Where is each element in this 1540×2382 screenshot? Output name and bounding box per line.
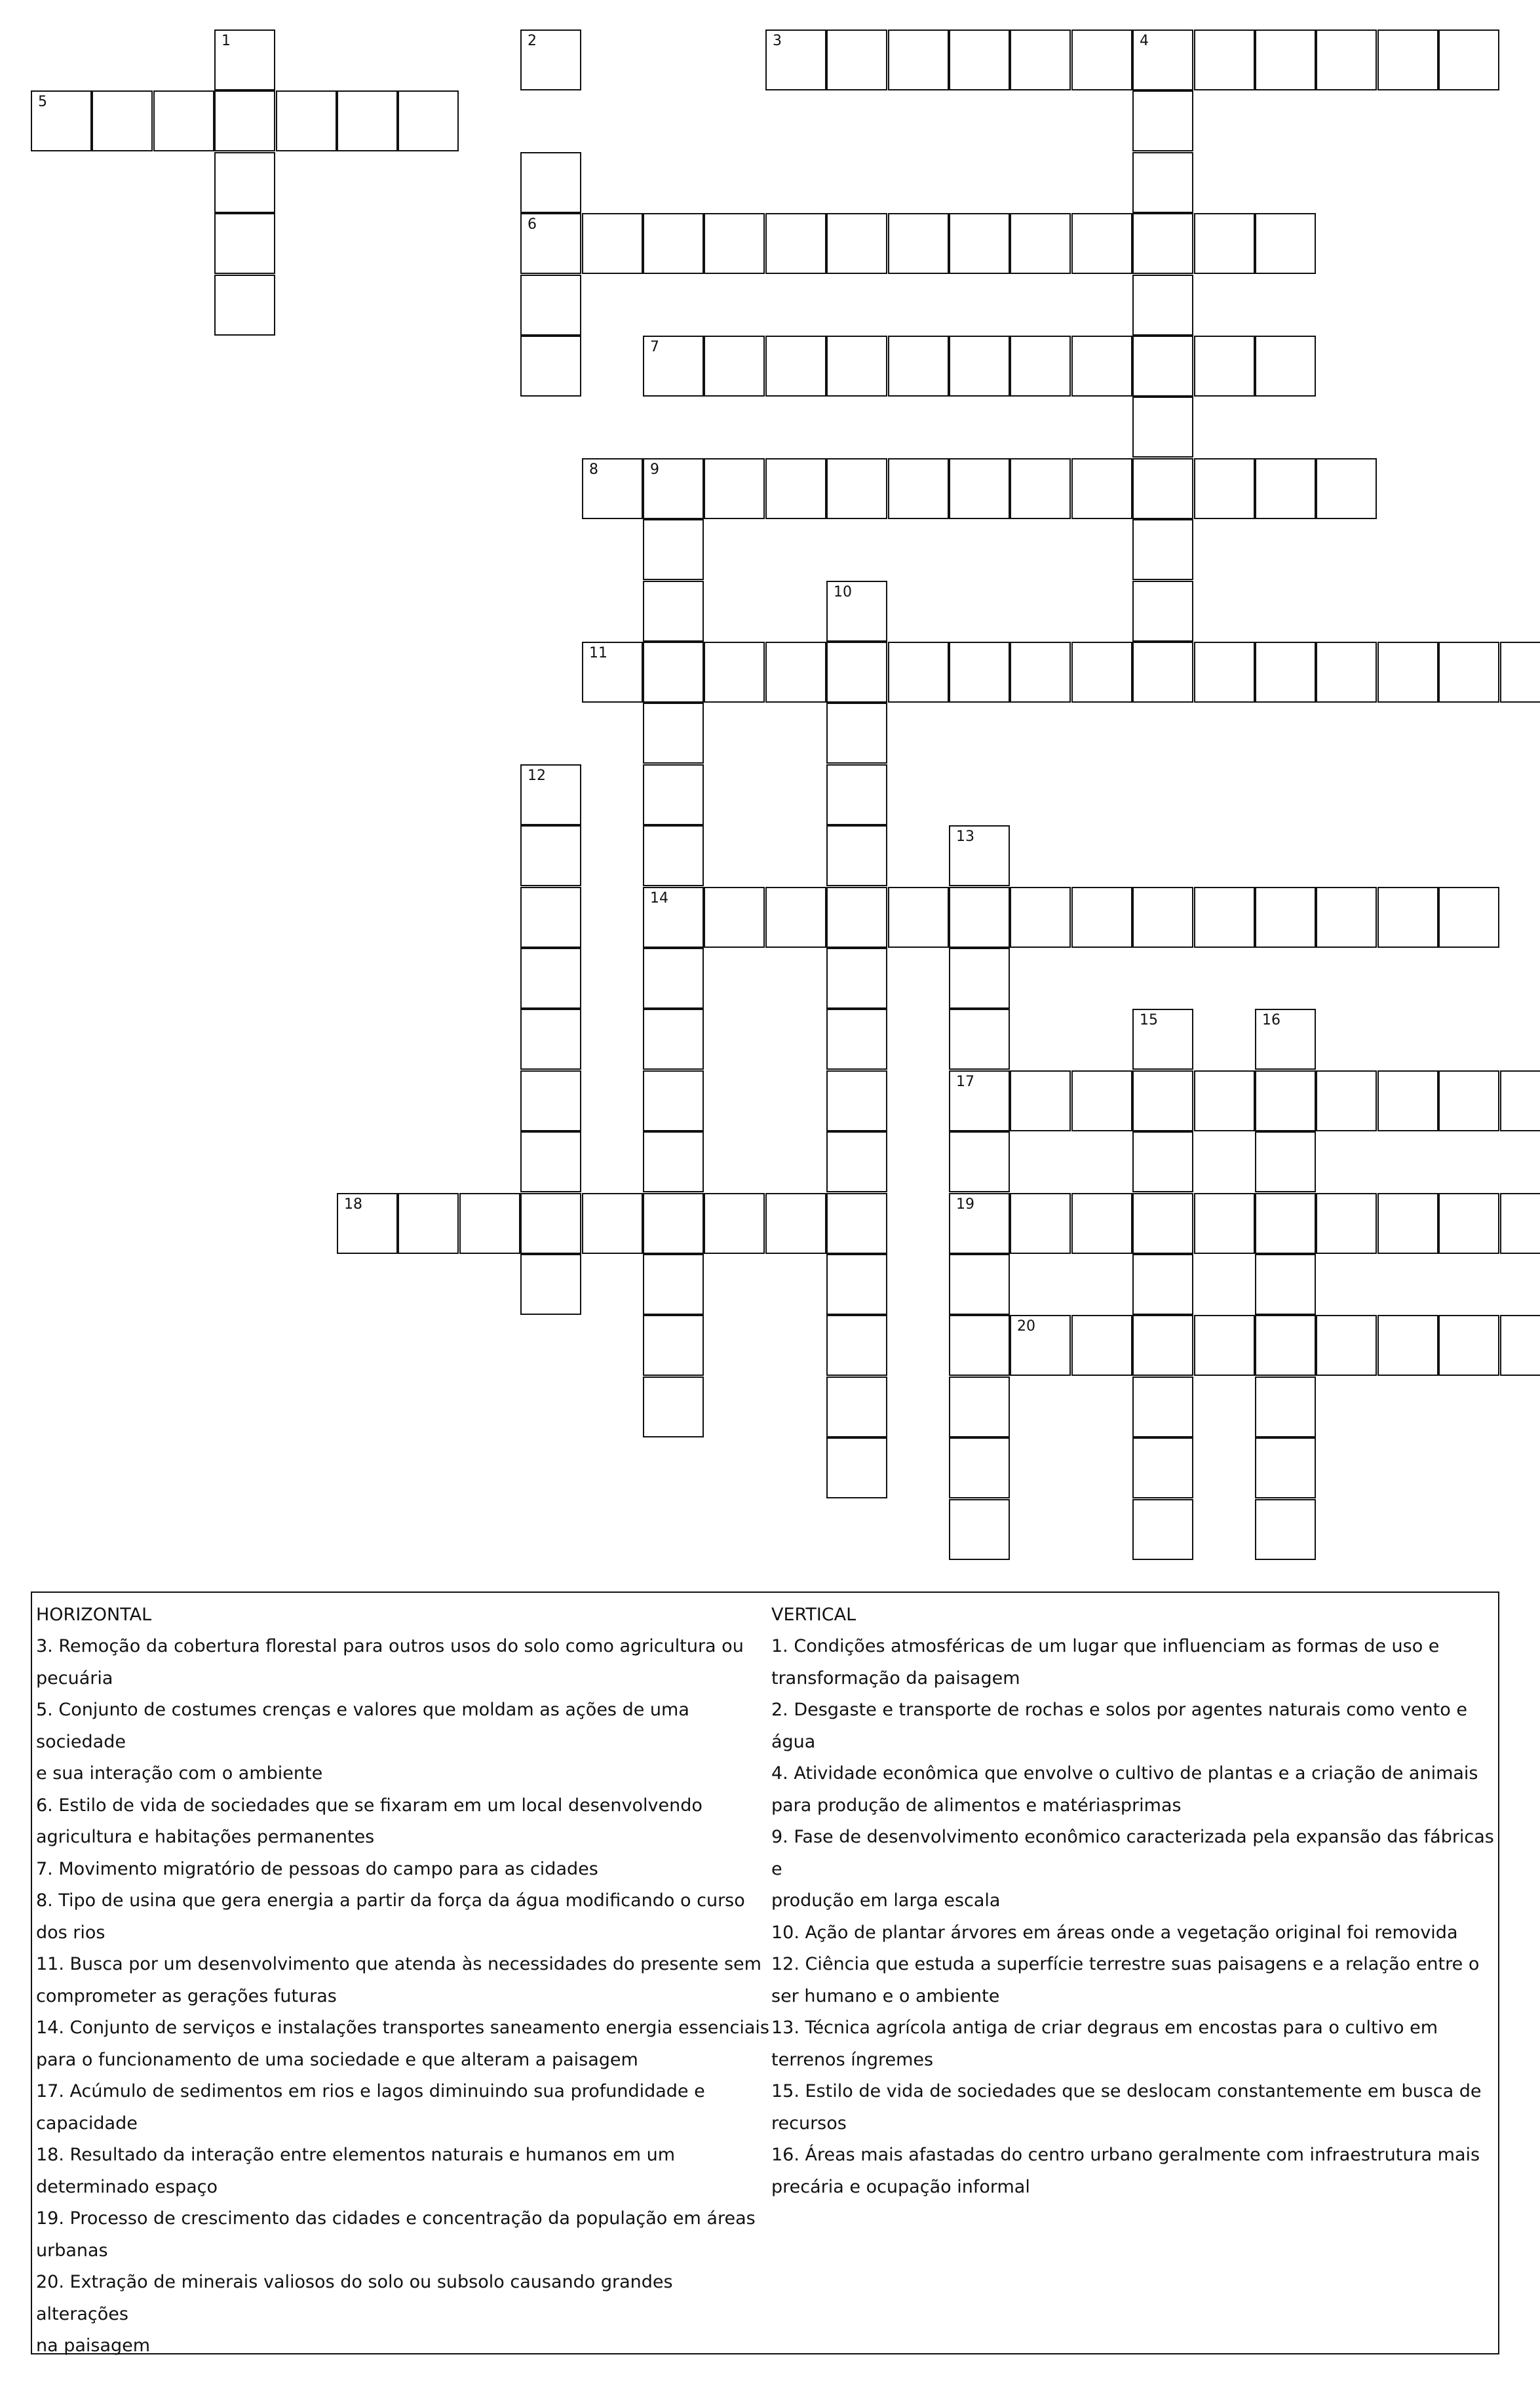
clue-number: 18 [344, 1196, 362, 1213]
crossword-cell[interactable] [1132, 213, 1193, 274]
crossword-cell[interactable] [582, 1193, 643, 1254]
crossword-cell[interactable] [1132, 887, 1193, 948]
crossword-cell[interactable] [520, 336, 581, 397]
crossword-cell[interactable] [765, 336, 826, 397]
crossword-cell[interactable] [1255, 1254, 1316, 1315]
clue-line: para produção de alimentos e matériasprimas [771, 1795, 1182, 1816]
crossword-cell[interactable] [520, 825, 581, 886]
crossword-cell[interactable] [398, 1193, 459, 1254]
crossword-cell[interactable] [1010, 29, 1071, 90]
crossword-cell[interactable] [31, 90, 92, 151]
crossword-cell[interactable] [1132, 458, 1193, 519]
crossword-cell[interactable] [826, 1070, 887, 1131]
crossword-cell[interactable] [949, 1376, 1010, 1437]
crossword-cell[interactable] [949, 213, 1010, 274]
clue-line: transformação da paisagem [771, 1668, 1020, 1689]
clue-number: 17 [956, 1074, 974, 1090]
crossword-cell[interactable] [1500, 1070, 1540, 1131]
crossword-cell[interactable] [1377, 1070, 1438, 1131]
crossword-cell[interactable] [826, 29, 887, 90]
crossword-cell[interactable] [1255, 1376, 1316, 1437]
crossword-cell[interactable] [1010, 642, 1071, 703]
crossword-cell[interactable] [826, 213, 887, 274]
crossword-cell[interactable] [520, 275, 581, 336]
clue-line: determinado espaço [36, 2176, 218, 2197]
crossword-cell[interactable] [888, 642, 949, 703]
crossword-cell[interactable] [643, 887, 704, 948]
crossword-cell[interactable] [459, 1193, 520, 1254]
crossword-cell[interactable] [1255, 29, 1316, 90]
crossword-cell[interactable] [643, 1009, 704, 1070]
clue-line: 6. Estilo de vida de sociedades que se fixaram em um local desenvolvendo [36, 1795, 703, 1816]
crossword-cell[interactable] [1194, 642, 1255, 703]
crossword-cell[interactable] [765, 213, 826, 274]
crossword-cell[interactable] [949, 948, 1010, 1009]
crossword-cell[interactable] [1071, 887, 1132, 948]
crossword-cell[interactable] [826, 1193, 887, 1254]
crossword-cell[interactable] [949, 1009, 1010, 1070]
crossword-cell[interactable] [520, 1009, 581, 1070]
clue-line: 4. Atividade econômica que envolve o cultivo de plantas e a criação de animais [771, 1763, 1478, 1784]
crossword-cell[interactable] [1255, 1131, 1316, 1192]
crossword-cell[interactable] [826, 703, 887, 764]
crossword-cell[interactable] [1132, 336, 1193, 397]
crossword-cell[interactable] [1377, 1315, 1438, 1376]
clue-line: 5. Conjunto de costumes crenças e valores que moldam as ações de uma sociedade [36, 1700, 689, 1752]
crossword-cell[interactable] [1255, 1437, 1316, 1498]
crossword-cell[interactable] [765, 642, 826, 703]
crossword-cell[interactable] [1438, 1070, 1499, 1131]
crossword-cell[interactable] [704, 642, 765, 703]
clue-line: 2. Desgaste e transporte de rochas e solos por agentes naturais como vento e [771, 1700, 1467, 1720]
clue-number: 10 [834, 584, 852, 600]
crossword-cell[interactable] [1132, 29, 1193, 90]
clue-line: recursos [771, 2113, 847, 2134]
clue-number: 12 [528, 768, 546, 784]
crossword-cell[interactable] [214, 152, 275, 213]
crossword-cell[interactable] [1194, 29, 1255, 90]
clue-number: 15 [1140, 1012, 1158, 1028]
crossword-cell[interactable] [949, 887, 1010, 948]
crossword-cell[interactable] [643, 1315, 704, 1376]
crossword-cell[interactable] [1316, 29, 1377, 90]
clue-line: ser humano e o ambiente [771, 1985, 1000, 2006]
crossword-cell[interactable] [1010, 1070, 1071, 1131]
crossword-cell[interactable] [520, 1131, 581, 1192]
crossword-cell[interactable] [826, 887, 887, 948]
crossword-cell[interactable] [643, 213, 704, 274]
crossword-cell[interactable] [826, 1376, 887, 1437]
crossword-cell[interactable] [1438, 29, 1499, 90]
clue-line: 20. Extração de minerais valiosos do solo ou subsolo causando grandes alterações [36, 2272, 673, 2324]
crossword-cell[interactable] [1071, 29, 1132, 90]
crossword-cell[interactable] [949, 1070, 1010, 1131]
crossword-cell[interactable] [1438, 1193, 1499, 1254]
crossword-cell[interactable] [1194, 887, 1255, 948]
crossword-cell[interactable] [1255, 642, 1316, 703]
clue-line: pecuária [36, 1668, 113, 1689]
clues-box [31, 1591, 1499, 2354]
clue-number: 16 [1262, 1012, 1280, 1028]
crossword-cell[interactable] [520, 152, 581, 213]
crossword-cell[interactable] [520, 1254, 581, 1315]
crossword-cell[interactable] [1071, 1070, 1132, 1131]
crossword-cell[interactable] [337, 1193, 398, 1254]
crossword-cell[interactable] [520, 213, 581, 274]
crossword-cell[interactable] [214, 90, 275, 151]
clue-line: água [771, 1731, 816, 1752]
crossword-cell[interactable] [214, 29, 275, 90]
crossword-cell[interactable] [1132, 581, 1193, 642]
clue-line: para o funcionamento de uma sociedade e que alteram a paisagem [36, 2049, 638, 2070]
clue-line: produção em larga escala [771, 1890, 1001, 1911]
crossword-cell[interactable] [1010, 1193, 1071, 1254]
clue-number: 13 [956, 829, 974, 845]
crossword-cell[interactable] [1255, 1009, 1316, 1070]
crossword-cell[interactable] [643, 458, 704, 519]
crossword-cell[interactable] [888, 458, 949, 519]
clue-line: 16. Áreas mais afastadas do centro urbano geralmente com infraestrutura mais [771, 2145, 1480, 2165]
crossword-cell[interactable] [888, 213, 949, 274]
clue-line: 14. Conjunto de serviços e instalações transportes saneamento energia essenciais [36, 2018, 769, 2038]
crossword-cell[interactable] [643, 1193, 704, 1254]
crossword-cell[interactable] [1071, 336, 1132, 397]
crossword-cell[interactable] [398, 90, 459, 151]
crossword-cell[interactable] [1316, 642, 1377, 703]
crossword-cell[interactable] [1316, 1193, 1377, 1254]
clue-number: 7 [650, 339, 659, 355]
crossword-cell[interactable] [1438, 887, 1499, 948]
crossword-cell[interactable] [92, 90, 153, 151]
crossword-cell[interactable] [643, 1070, 704, 1131]
crossword-cell[interactable] [826, 336, 887, 397]
clue-number: 5 [38, 94, 47, 110]
crossword-cell[interactable] [1132, 519, 1193, 580]
crossword-cell[interactable] [1071, 458, 1132, 519]
crossword-cell[interactable] [826, 1254, 887, 1315]
clue-line: 17. Acúmulo de sedimentos em rios e lagos diminuindo sua profundidade e [36, 2081, 705, 2101]
crossword-cell[interactable] [949, 29, 1010, 90]
clue-line: 18. Resultado da interação entre elementos naturais e humanos em um [36, 2145, 676, 2165]
crossword-cell[interactable] [643, 764, 704, 825]
crossword-cell[interactable] [643, 1376, 704, 1437]
crossword-cell[interactable] [520, 1070, 581, 1131]
clue-line: e sua interação com o ambiente [36, 1763, 323, 1784]
crossword-cell[interactable] [765, 29, 826, 90]
clue-line: 10. Ação de plantar árvores em áreas onde a vegetação original foi removida [771, 1922, 1458, 1943]
clue-line: na paisagem [36, 2335, 151, 2356]
crossword-cell[interactable] [1194, 336, 1255, 397]
crossword-cell[interactable] [643, 948, 704, 1009]
crossword-cell[interactable] [337, 90, 398, 151]
crossword-cell[interactable] [643, 703, 704, 764]
crossword-cell[interactable] [1010, 458, 1071, 519]
clue-number: 8 [589, 461, 598, 478]
crossword-cell[interactable] [704, 336, 765, 397]
crossword-cell[interactable] [949, 1437, 1010, 1498]
crossword-cell[interactable] [765, 1193, 826, 1254]
crossword-cell[interactable] [1132, 90, 1193, 151]
crossword-cell[interactable] [1255, 1315, 1316, 1376]
crossword-cell[interactable] [949, 1131, 1010, 1192]
crossword-cell[interactable] [1255, 1499, 1316, 1560]
crossword-cell[interactable] [826, 764, 887, 825]
crossword-cell[interactable] [1194, 458, 1255, 519]
crossword-cell[interactable] [1132, 1437, 1193, 1498]
crossword-cell[interactable] [949, 642, 1010, 703]
clue-line: precária e ocupação informal [771, 2176, 1030, 2197]
clue-number: 11 [589, 645, 607, 661]
crossword-cell[interactable] [643, 825, 704, 886]
vertical-clues [771, 1599, 1499, 2203]
crossword-cell[interactable] [1438, 1315, 1499, 1376]
crossword-cell[interactable] [1132, 1376, 1193, 1437]
crossword-cell[interactable] [949, 1499, 1010, 1560]
crossword-cell[interactable] [1377, 642, 1438, 703]
crossword-cell[interactable] [826, 642, 887, 703]
crossword-cell[interactable] [949, 1193, 1010, 1254]
crossword-cell[interactable] [1377, 887, 1438, 948]
crossword-cell[interactable] [826, 458, 887, 519]
clue-number: 2 [528, 33, 537, 49]
crossword-cell[interactable] [1132, 1193, 1193, 1254]
horizontal-title: HORIZONTAL [36, 1605, 152, 1625]
crossword-cell[interactable] [1255, 887, 1316, 948]
clue-line: 11. Busca por um desenvolvimento que atenda às necessidades do presente sem [36, 1954, 761, 1974]
clue-line: 9. Fase de desenvolvimento econômico caracterizada pela expansão das fábricas e [771, 1827, 1494, 1879]
crossword-cell[interactable] [643, 519, 704, 580]
crossword-cell[interactable] [1500, 642, 1540, 703]
clue-line: 13. Técnica agrícola antiga de criar degraus em encostas para o cultivo em [771, 2018, 1438, 2038]
crossword-cell[interactable] [1255, 336, 1316, 397]
crossword-cell[interactable] [520, 948, 581, 1009]
crossword-cell[interactable] [826, 825, 887, 886]
crossword-cell[interactable] [1132, 642, 1193, 703]
crossword-cell[interactable] [643, 336, 704, 397]
crossword-cell[interactable] [704, 1193, 765, 1254]
crossword-cell[interactable] [1132, 275, 1193, 336]
clue-line: comprometer as gerações futuras [36, 1985, 337, 2006]
crossword-cell[interactable] [1010, 336, 1071, 397]
crossword-cell[interactable] [1377, 1193, 1438, 1254]
clue-number: 9 [650, 461, 659, 478]
crossword-cell[interactable] [1194, 213, 1255, 274]
crossword-cell[interactable] [949, 1254, 1010, 1315]
crossword-cell[interactable] [1010, 887, 1071, 948]
crossword-cell[interactable] [1194, 1315, 1255, 1376]
crossword-cell[interactable] [704, 887, 765, 948]
crossword-cell[interactable] [1071, 1315, 1132, 1376]
crossword-cell[interactable] [826, 1131, 887, 1192]
clue-number: 3 [773, 33, 782, 49]
crossword-cell[interactable] [1500, 1315, 1540, 1376]
crossword-cell[interactable] [1255, 213, 1316, 274]
crossword-cell[interactable] [643, 1254, 704, 1315]
crossword-cell[interactable] [1071, 642, 1132, 703]
clue-number: 20 [1017, 1318, 1035, 1335]
crossword-cell[interactable] [520, 764, 581, 825]
crossword-cell[interactable] [826, 581, 887, 642]
crossword-cell[interactable] [765, 458, 826, 519]
crossword-cell[interactable] [1316, 458, 1377, 519]
crossword-cell[interactable] [643, 642, 704, 703]
crossword-cell[interactable] [582, 458, 643, 519]
clue-number: 19 [956, 1196, 974, 1213]
crossword-cell[interactable] [1132, 1070, 1193, 1131]
crossword-cell[interactable] [582, 642, 643, 703]
crossword-cell[interactable] [826, 1437, 887, 1498]
crossword-cell[interactable] [643, 1131, 704, 1192]
crossword-cell[interactable] [704, 458, 765, 519]
clue-line: agricultura e habitações permanentes [36, 1827, 375, 1847]
clue-number: 14 [650, 890, 668, 907]
clue-number: 6 [528, 216, 537, 233]
crossword-cell[interactable] [214, 275, 275, 336]
vertical-title: VERTICAL [771, 1605, 857, 1625]
crossword-cell[interactable] [826, 1315, 887, 1376]
crossword-cell[interactable] [1255, 1070, 1316, 1131]
crossword-cell[interactable] [520, 1193, 581, 1254]
crossword-cell[interactable] [1132, 397, 1193, 458]
clue-number: 4 [1140, 33, 1149, 49]
crossword-cell[interactable] [704, 213, 765, 274]
clue-line: terrenos íngremes [771, 2049, 934, 2070]
crossword-cell[interactable] [888, 336, 949, 397]
clue-line: urbanas [36, 2240, 108, 2261]
crossword-cell[interactable] [826, 948, 887, 1009]
crossword-cell[interactable] [520, 887, 581, 948]
clue-line: dos rios [36, 1922, 106, 1943]
crossword-cell[interactable] [1194, 1193, 1255, 1254]
crossword-cell[interactable] [1316, 887, 1377, 948]
crossword-cell[interactable] [949, 1315, 1010, 1376]
clue-number: 1 [221, 33, 231, 49]
crossword-cell[interactable] [153, 90, 214, 151]
crossword-cell[interactable] [1255, 458, 1316, 519]
crossword-cell[interactable] [1071, 213, 1132, 274]
clue-line: 3. Remoção da cobertura florestal para outros usos do solo como agricultura ou [36, 1636, 744, 1656]
crossword-cell[interactable] [949, 458, 1010, 519]
crossword-cell[interactable] [1132, 1315, 1193, 1376]
crossword-cell[interactable] [1010, 1315, 1071, 1376]
crossword-cell[interactable] [1194, 1070, 1255, 1131]
crossword-cell[interactable] [1316, 1315, 1377, 1376]
crossword-cell[interactable] [826, 1009, 887, 1070]
crossword-cell[interactable] [949, 825, 1010, 886]
crossword-cell[interactable] [1132, 1499, 1193, 1560]
crossword-cell[interactable] [1132, 1254, 1193, 1315]
crossword-cell[interactable] [643, 581, 704, 642]
crossword-cell[interactable] [1500, 1193, 1540, 1254]
crossword-cell[interactable] [582, 213, 643, 274]
clue-line: capacidade [36, 2113, 138, 2134]
crossword-cell[interactable] [888, 887, 949, 948]
clue-line: 15. Estilo de vida de sociedades que se deslocam constantemente em busca de [771, 2081, 1482, 2101]
horizontal-clues [36, 1599, 770, 2362]
crossword-cell[interactable] [1255, 1193, 1316, 1254]
crossword-cell[interactable] [1132, 1009, 1193, 1070]
crossword-cell[interactable] [1377, 29, 1438, 90]
clue-line: 19. Processo de crescimento das cidades e concentração da população em áreas [36, 2208, 756, 2229]
crossword-cell[interactable] [276, 90, 337, 151]
clue-line: 1. Condições atmosféricas de um lugar que influenciam as formas de uso e [771, 1636, 1440, 1656]
crossword-cell[interactable] [949, 336, 1010, 397]
crossword-cell[interactable] [1071, 1193, 1132, 1254]
crossword-cell[interactable] [1132, 1131, 1193, 1192]
crossword-cell[interactable] [1438, 642, 1499, 703]
crossword-cell[interactable] [765, 887, 826, 948]
crossword-cell[interactable] [1132, 152, 1193, 213]
clue-line: 12. Ciência que estuda a superfície terrestre suas paisagens e a relação entre o [771, 1954, 1480, 1974]
crossword-cell[interactable] [888, 29, 949, 90]
crossword-cell[interactable] [214, 213, 275, 274]
clue-line: 7. Movimento migratório de pessoas do campo para as cidades [36, 1858, 598, 1879]
crossword-cell[interactable] [520, 29, 581, 90]
clue-line: 8. Tipo de usina que gera energia a partir da força da água modificando o curso [36, 1890, 745, 1911]
crossword-cell[interactable] [1010, 213, 1071, 274]
crossword-cell[interactable] [1316, 1070, 1377, 1131]
